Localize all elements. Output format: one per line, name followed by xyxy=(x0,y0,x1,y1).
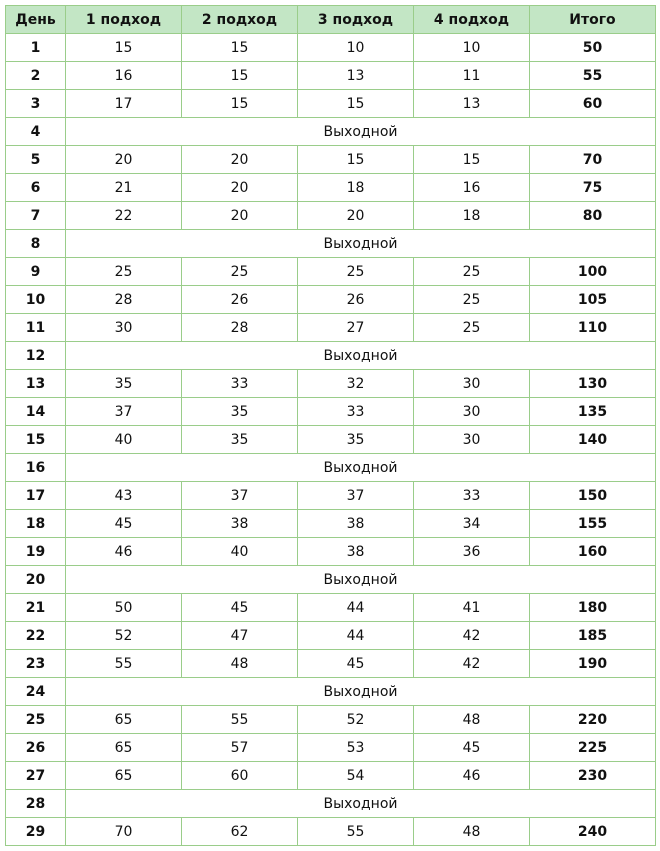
rest-day-row xyxy=(6,454,656,482)
set-4-reps: 30 xyxy=(414,426,530,454)
rest-day-row xyxy=(6,566,656,594)
set-2-reps: 60 xyxy=(182,762,298,790)
set-3-reps: 38 xyxy=(298,538,414,566)
set-4-reps: 30 xyxy=(414,398,530,426)
set-1-reps: 21 xyxy=(66,174,182,202)
day-number: 28 xyxy=(6,790,66,818)
total-reps: 55 xyxy=(530,62,656,90)
set-4-reps: 33 xyxy=(414,482,530,510)
header-set-1: 1 подход xyxy=(66,6,182,34)
table-row xyxy=(6,62,656,90)
set-4-reps: 15 xyxy=(414,146,530,174)
set-1-reps: 65 xyxy=(66,762,182,790)
set-1-reps: 52 xyxy=(66,622,182,650)
set-1-reps: 70 xyxy=(66,818,182,846)
rest-day-label: Выходной xyxy=(66,118,656,146)
rest-day-label: Выходной xyxy=(66,678,656,706)
total-reps: 110 xyxy=(530,314,656,342)
day-number: 4 xyxy=(6,118,66,146)
total-reps: 190 xyxy=(530,650,656,678)
set-3-reps: 53 xyxy=(298,734,414,762)
table-row xyxy=(6,174,656,202)
day-number: 18 xyxy=(6,510,66,538)
set-2-reps: 47 xyxy=(182,622,298,650)
set-2-reps: 26 xyxy=(182,286,298,314)
set-2-reps: 57 xyxy=(182,734,298,762)
set-1-reps: 28 xyxy=(66,286,182,314)
set-3-reps: 37 xyxy=(298,482,414,510)
set-3-reps: 20 xyxy=(298,202,414,230)
table-row xyxy=(6,538,656,566)
rest-day-row xyxy=(6,342,656,370)
set-4-reps: 42 xyxy=(414,622,530,650)
total-reps: 180 xyxy=(530,594,656,622)
set-1-reps: 16 xyxy=(66,62,182,90)
total-reps: 140 xyxy=(530,426,656,454)
day-number: 24 xyxy=(6,678,66,706)
set-4-reps: 25 xyxy=(414,314,530,342)
table-header xyxy=(6,6,656,34)
set-3-reps: 44 xyxy=(298,622,414,650)
rest-day-label: Выходной xyxy=(66,790,656,818)
set-2-reps: 15 xyxy=(182,62,298,90)
total-reps: 135 xyxy=(530,398,656,426)
set-4-reps: 10 xyxy=(414,34,530,62)
day-number: 13 xyxy=(6,370,66,398)
set-2-reps: 20 xyxy=(182,146,298,174)
header-set-4: 4 подход xyxy=(414,6,530,34)
total-reps: 60 xyxy=(530,90,656,118)
total-reps: 100 xyxy=(530,258,656,286)
table-row xyxy=(6,510,656,538)
day-number: 5 xyxy=(6,146,66,174)
table-row xyxy=(6,650,656,678)
set-4-reps: 36 xyxy=(414,538,530,566)
rest-day-row xyxy=(6,678,656,706)
set-3-reps: 27 xyxy=(298,314,414,342)
set-4-reps: 42 xyxy=(414,650,530,678)
set-1-reps: 17 xyxy=(66,90,182,118)
table-row xyxy=(6,90,656,118)
total-reps: 70 xyxy=(530,146,656,174)
rest-day-row xyxy=(6,118,656,146)
total-reps: 50 xyxy=(530,34,656,62)
table-row xyxy=(6,706,656,734)
set-2-reps: 25 xyxy=(182,258,298,286)
set-1-reps: 50 xyxy=(66,594,182,622)
day-number: 29 xyxy=(6,818,66,846)
set-1-reps: 46 xyxy=(66,538,182,566)
day-number: 19 xyxy=(6,538,66,566)
day-number: 9 xyxy=(6,258,66,286)
set-1-reps: 22 xyxy=(66,202,182,230)
set-2-reps: 33 xyxy=(182,370,298,398)
rest-day-row xyxy=(6,790,656,818)
table-row xyxy=(6,734,656,762)
table-row xyxy=(6,286,656,314)
set-4-reps: 41 xyxy=(414,594,530,622)
total-reps: 160 xyxy=(530,538,656,566)
set-1-reps: 25 xyxy=(66,258,182,286)
set-4-reps: 34 xyxy=(414,510,530,538)
header-set-2: 2 подход xyxy=(182,6,298,34)
day-number: 14 xyxy=(6,398,66,426)
set-1-reps: 20 xyxy=(66,146,182,174)
day-number: 11 xyxy=(6,314,66,342)
set-2-reps: 45 xyxy=(182,594,298,622)
set-3-reps: 44 xyxy=(298,594,414,622)
set-3-reps: 54 xyxy=(298,762,414,790)
total-reps: 80 xyxy=(530,202,656,230)
table-row xyxy=(6,818,656,846)
day-number: 1 xyxy=(6,34,66,62)
table-row xyxy=(6,146,656,174)
day-number: 2 xyxy=(6,62,66,90)
set-1-reps: 43 xyxy=(66,482,182,510)
day-number: 27 xyxy=(6,762,66,790)
header-day: День xyxy=(6,6,66,34)
set-3-reps: 25 xyxy=(298,258,414,286)
table-row xyxy=(6,482,656,510)
day-number: 17 xyxy=(6,482,66,510)
total-reps: 240 xyxy=(530,818,656,846)
set-2-reps: 28 xyxy=(182,314,298,342)
table-row xyxy=(6,594,656,622)
header-total: Итого xyxy=(530,6,656,34)
set-3-reps: 35 xyxy=(298,426,414,454)
set-3-reps: 32 xyxy=(298,370,414,398)
table-row xyxy=(6,762,656,790)
day-number: 20 xyxy=(6,566,66,594)
set-1-reps: 15 xyxy=(66,34,182,62)
header-row xyxy=(6,6,656,34)
rest-day-row xyxy=(6,230,656,258)
set-3-reps: 33 xyxy=(298,398,414,426)
set-4-reps: 48 xyxy=(414,818,530,846)
training-plan-container xyxy=(5,5,656,846)
set-2-reps: 35 xyxy=(182,426,298,454)
set-3-reps: 55 xyxy=(298,818,414,846)
set-3-reps: 10 xyxy=(298,34,414,62)
set-4-reps: 48 xyxy=(414,706,530,734)
day-number: 23 xyxy=(6,650,66,678)
set-1-reps: 45 xyxy=(66,510,182,538)
set-2-reps: 20 xyxy=(182,174,298,202)
rest-day-label: Выходной xyxy=(66,566,656,594)
total-reps: 185 xyxy=(530,622,656,650)
set-3-reps: 13 xyxy=(298,62,414,90)
set-4-reps: 46 xyxy=(414,762,530,790)
day-number: 8 xyxy=(6,230,66,258)
total-reps: 220 xyxy=(530,706,656,734)
table-row xyxy=(6,258,656,286)
set-2-reps: 15 xyxy=(182,34,298,62)
total-reps: 150 xyxy=(530,482,656,510)
set-2-reps: 15 xyxy=(182,90,298,118)
set-1-reps: 35 xyxy=(66,370,182,398)
set-4-reps: 11 xyxy=(414,62,530,90)
set-2-reps: 62 xyxy=(182,818,298,846)
training-plan-table xyxy=(5,5,656,846)
day-number: 16 xyxy=(6,454,66,482)
set-4-reps: 25 xyxy=(414,258,530,286)
set-2-reps: 35 xyxy=(182,398,298,426)
rest-day-label: Выходной xyxy=(66,342,656,370)
day-number: 22 xyxy=(6,622,66,650)
set-3-reps: 38 xyxy=(298,510,414,538)
set-3-reps: 52 xyxy=(298,706,414,734)
day-number: 26 xyxy=(6,734,66,762)
day-number: 25 xyxy=(6,706,66,734)
set-2-reps: 48 xyxy=(182,650,298,678)
set-4-reps: 18 xyxy=(414,202,530,230)
day-number: 12 xyxy=(6,342,66,370)
set-3-reps: 15 xyxy=(298,90,414,118)
day-number: 21 xyxy=(6,594,66,622)
set-1-reps: 30 xyxy=(66,314,182,342)
rest-day-label: Выходной xyxy=(66,230,656,258)
table-row xyxy=(6,370,656,398)
set-4-reps: 25 xyxy=(414,286,530,314)
set-4-reps: 30 xyxy=(414,370,530,398)
set-2-reps: 37 xyxy=(182,482,298,510)
rest-day-label: Выходной xyxy=(66,454,656,482)
day-number: 7 xyxy=(6,202,66,230)
day-number: 3 xyxy=(6,90,66,118)
total-reps: 155 xyxy=(530,510,656,538)
total-reps: 225 xyxy=(530,734,656,762)
set-1-reps: 65 xyxy=(66,706,182,734)
total-reps: 105 xyxy=(530,286,656,314)
total-reps: 75 xyxy=(530,174,656,202)
set-1-reps: 65 xyxy=(66,734,182,762)
table-row xyxy=(6,398,656,426)
day-number: 15 xyxy=(6,426,66,454)
set-2-reps: 20 xyxy=(182,202,298,230)
table-row xyxy=(6,426,656,454)
table-row xyxy=(6,34,656,62)
set-2-reps: 38 xyxy=(182,510,298,538)
table-row xyxy=(6,314,656,342)
day-number: 6 xyxy=(6,174,66,202)
day-number: 10 xyxy=(6,286,66,314)
set-1-reps: 40 xyxy=(66,426,182,454)
total-reps: 130 xyxy=(530,370,656,398)
table-row xyxy=(6,622,656,650)
table-body xyxy=(6,34,656,846)
set-3-reps: 45 xyxy=(298,650,414,678)
set-3-reps: 15 xyxy=(298,146,414,174)
set-2-reps: 40 xyxy=(182,538,298,566)
set-4-reps: 16 xyxy=(414,174,530,202)
set-3-reps: 26 xyxy=(298,286,414,314)
table-row xyxy=(6,202,656,230)
set-1-reps: 37 xyxy=(66,398,182,426)
set-3-reps: 18 xyxy=(298,174,414,202)
set-2-reps: 55 xyxy=(182,706,298,734)
total-reps: 230 xyxy=(530,762,656,790)
set-1-reps: 55 xyxy=(66,650,182,678)
set-4-reps: 45 xyxy=(414,734,530,762)
set-4-reps: 13 xyxy=(414,90,530,118)
header-set-3: 3 подход xyxy=(298,6,414,34)
